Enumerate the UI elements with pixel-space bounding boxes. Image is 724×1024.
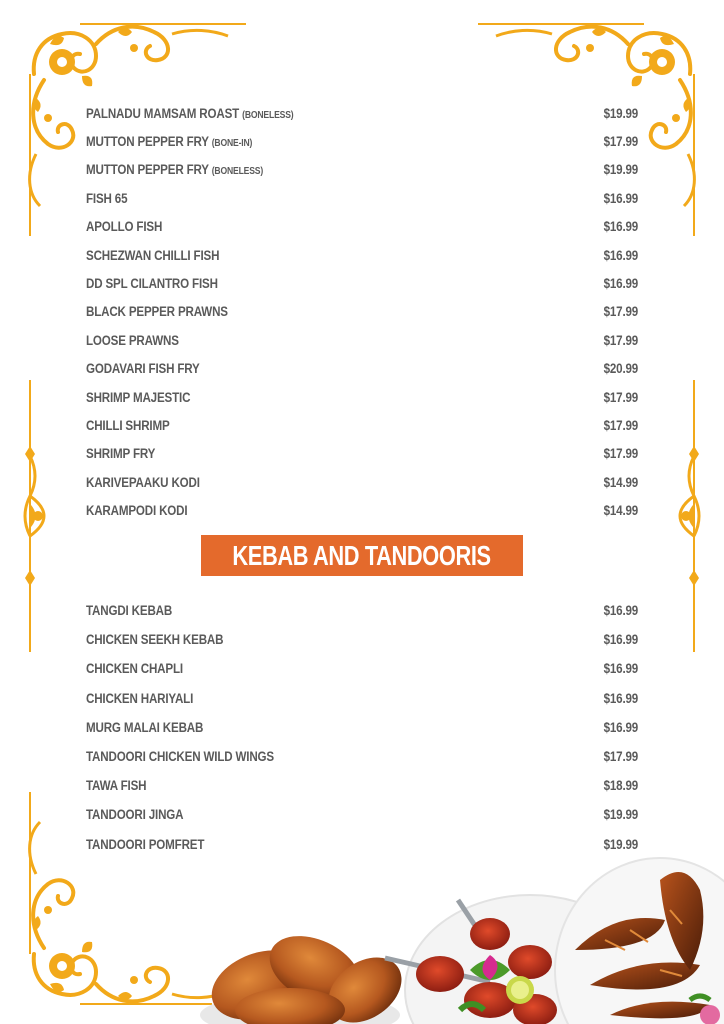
menu-item (86, 213, 638, 241)
item-price: $19.99 (603, 105, 638, 121)
item-name: CHICKEN SEEKH KEBAB (86, 632, 224, 648)
item-name: SHRIMP FRY (86, 446, 156, 462)
menu-item (86, 269, 638, 297)
side-flourish-right (672, 376, 702, 656)
side-flourish-left (22, 376, 52, 656)
item-price: $16.99 (603, 247, 638, 263)
item-name: TANGDI KEBAB (86, 603, 173, 619)
menu-list-kebab-and-tandooris (86, 596, 638, 859)
item-price: $16.99 (603, 632, 638, 648)
menu-item (86, 496, 638, 524)
menu-item (86, 800, 638, 829)
item-name: FISH 65 (86, 190, 128, 206)
menu-item (86, 713, 638, 742)
menu-item (86, 156, 638, 184)
item-price: $14.99 (603, 474, 638, 490)
menu-item (86, 298, 638, 326)
item-price: $17.99 (603, 749, 638, 765)
menu-item (86, 383, 638, 411)
item-name: DD SPL CILANTRO FISH (86, 276, 218, 292)
menu-item (86, 596, 638, 625)
item-name: CHILLI SHRIMP (86, 417, 170, 433)
item-name: MUTTON PEPPER FRY (86, 162, 209, 178)
menu-item (86, 355, 638, 383)
section-header-kebab-and-tandooris (201, 535, 523, 576)
item-name: BLACK PEPPER PRAWNS (86, 304, 228, 320)
item-name: LOOSE PRAWNS (86, 332, 179, 348)
item-name: CHICKEN HARIYALI (86, 690, 194, 706)
item-price: $19.99 (603, 807, 638, 823)
item-name: SHRIMP MAJESTIC (86, 389, 191, 405)
item-name: TANDOORI JINGA (86, 807, 184, 823)
item-price: $17.99 (603, 304, 638, 320)
item-name: CHICKEN CHAPLI (86, 661, 183, 677)
menu-item (86, 654, 638, 683)
item-name: TAWA FISH (86, 778, 147, 794)
item-price: $17.99 (603, 417, 638, 433)
fried-chicken-photo (202, 923, 414, 1024)
item-name: GODAVARI FISH FRY (86, 361, 200, 377)
section-title: KEBAB AND TANDOORIS (232, 539, 492, 571)
item-price: $16.99 (603, 690, 638, 706)
item-name: APOLLO FISH (86, 219, 163, 235)
item-name: TANDOORI CHICKEN WILD WINGS (86, 749, 274, 765)
menu-list-main (86, 99, 638, 525)
item-note: (BONELESS) (242, 109, 294, 121)
menu-item (86, 625, 638, 654)
menu-item (86, 127, 638, 155)
item-price: $16.99 (603, 603, 638, 619)
menu-item (86, 771, 638, 800)
item-price: $17.99 (603, 134, 638, 150)
item-price: $14.99 (603, 503, 638, 519)
menu-item (86, 241, 638, 269)
item-name: MURG MALAI KEBAB (86, 719, 204, 735)
item-name: PALNADU MAMSAM ROAST (86, 105, 240, 121)
item-name: SCHEZWAN CHILLI FISH (86, 247, 220, 263)
item-name: TANDOORI POMFRET (86, 836, 205, 852)
item-price: $16.99 (603, 219, 638, 235)
menu-item (86, 440, 638, 468)
item-price: $18.99 (603, 778, 638, 794)
item-name: MUTTON PEPPER FRY (86, 134, 209, 150)
item-price: $19.99 (603, 162, 638, 178)
menu-item (86, 468, 638, 496)
item-price: $20.99 (603, 361, 638, 377)
item-name: KARAMPODI KODI (86, 503, 188, 519)
menu-item (86, 184, 638, 212)
item-price: $17.99 (603, 446, 638, 462)
item-note: (BONELESS) (211, 166, 264, 178)
item-price: $19.99 (603, 836, 638, 852)
menu-item (86, 742, 638, 771)
item-price: $16.99 (603, 190, 638, 206)
item-name: KARIVEPAAKU KODI (86, 474, 200, 490)
menu-item (86, 326, 638, 354)
item-price: $16.99 (603, 276, 638, 292)
menu-item (86, 684, 638, 713)
item-price: $17.99 (603, 332, 638, 348)
food-photos (190, 850, 724, 1024)
item-note: (BONE-IN) (211, 138, 253, 150)
item-price: $16.99 (603, 661, 638, 677)
menu-item (86, 411, 638, 439)
item-price: $17.99 (603, 389, 638, 405)
item-price: $16.99 (603, 719, 638, 735)
menu-item (86, 99, 638, 127)
